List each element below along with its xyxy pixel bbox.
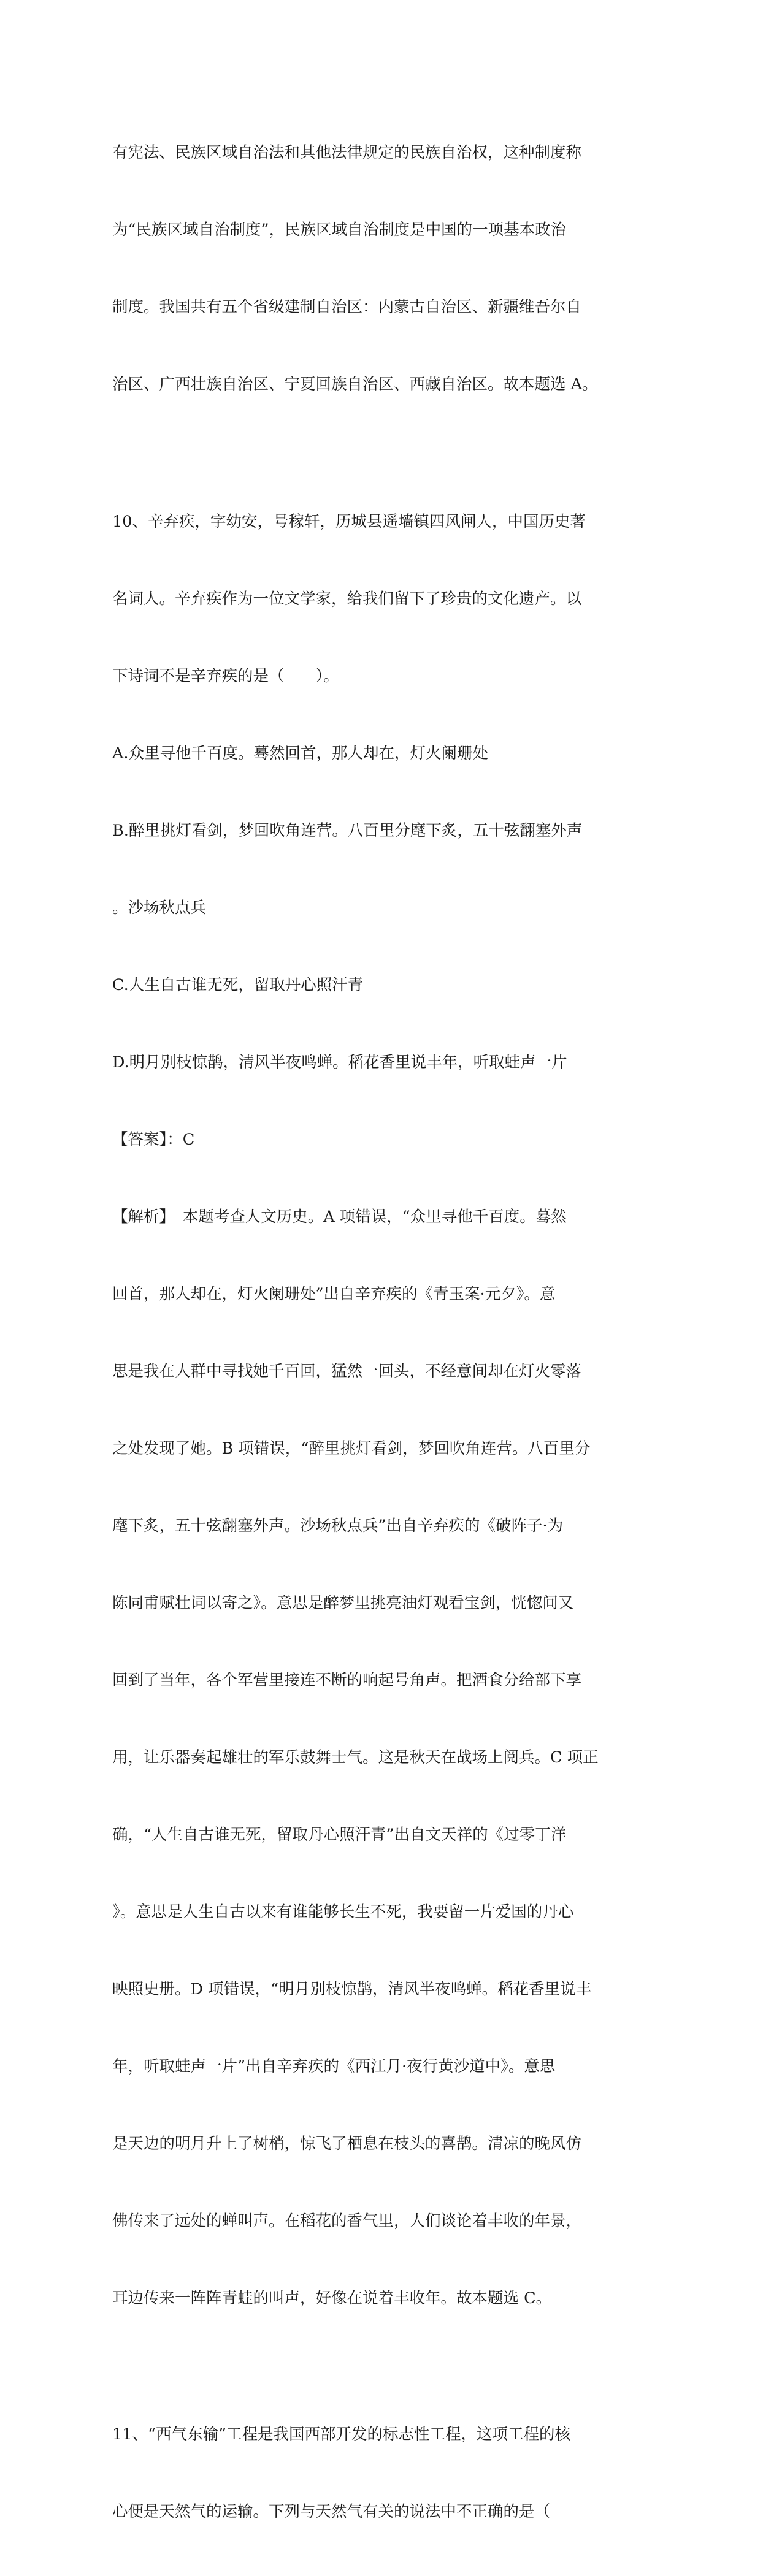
intro-line: 有宪法、民族区域自治法和其他法律规定的民族自治权，这种制度称 (112, 143, 582, 162)
q10-analysis-line: 用，让乐器奏起雄壮的军乐鼓舞士气。这是秋天在战场上阅兵。C 项正 (112, 1748, 599, 1767)
q10-analysis-line: 回首，那人却在，灯火阑珊处”出自辛弃疾的《青玉案·元夕》。意 (112, 1285, 556, 1303)
q10-analysis-line: 之处发现了她。B 项错误，“醉里挑灯看剑，梦回吹角连营。八百里分 (112, 1439, 591, 1458)
document-page (112, 88, 640, 2576)
question-10 (112, 457, 640, 2363)
q10-option-c: C.人生自古谁无死，留取丹心照汗青 (112, 976, 364, 994)
intro-line: 制度。我国共有五个省级建制自治区：内蒙古自治区、新疆维吾尔自 (112, 298, 582, 316)
q11-stem-line: 11、“西气东输”工程是我国西部开发的标志性工程，这项工程的核 (112, 2425, 571, 2444)
q10-option-d: D.明月别枝惊鹊，清风半夜鸣蝉。稻花香里说丰年，听取蛙声一片 (112, 1053, 567, 1072)
question-11 (112, 2370, 640, 2576)
q10-analysis-line: 思是我在人群中寻找她千百回，猛然一回头，不经意间却在灯火零落 (112, 1362, 582, 1381)
q10-stem-line: 名词人。辛弃疾作为一位文学家，给我们留下了珍贵的文化遗产。以 (112, 590, 582, 608)
q10-option-b-cont: 。沙场秋点兵 (112, 899, 207, 917)
q10-stem-line: 10、辛弃疾，字幼安，号稼轩，历城县遥墙镇四风闸人，中国历史著 (112, 513, 586, 531)
q11-stem-line: 心便是天然气的运输。下列与天然气有关的说法中不正确的是（ (112, 2502, 551, 2521)
q10-analysis-line: 耳边传来一阵阵青蛙的叫声，好像在说着丰收年。故本题选 C。 (112, 2289, 552, 2307)
q10-analysis-line: 是天边的明月升上了树梢，惊飞了栖息在枝头的喜鹊。清凉的晚风仿 (112, 2135, 582, 2153)
q10-analysis-line: 回到了当年，各个军营里接连不断的响起号角声。把酒食分给部下享 (112, 1671, 582, 1690)
q10-analysis-line: 【解析】 本题考查人文历史。A 项错误，“众里寻他千百度。蓦然 (112, 1208, 567, 1226)
q10-option-a: A.众里寻他千百度。蓦然回首，那人却在，灯火阑珊处 (112, 744, 489, 763)
q10-analysis-line: 年，听取蛙声一片”出自辛弃疾的《西江月·夜行黄沙道中》。意思 (112, 2057, 556, 2076)
intro-line: 为“民族区域自治制度”，民族区域自治制度是中国的一项基本政治 (112, 221, 567, 239)
q10-option-b: B.醉里挑灯看剑，梦回吹角连营。八百里分麾下炙，五十弦翻塞外声 (112, 821, 583, 840)
q10-answer: 【答案】：C (112, 1130, 195, 1149)
intro-paragraph (112, 88, 640, 449)
q10-analysis-line: 陈同甫赋壮词以寄之》。意思是醉梦里挑亮油灯观看宝剑，恍惚间又 (112, 1594, 574, 1612)
q10-analysis-line: 映照史册。D 项错误，“明月别枝惊鹊，清风半夜鸣蝉。稻花香里说丰 (112, 1980, 592, 1999)
q10-analysis-line: 》。意思是人生自古以来有谁能够长生不死，我要留一片爱国的丹心 (112, 1903, 574, 1921)
q10-analysis-line: 佛传来了远处的蝉叫声。在稻花的香气里，人们谈论着丰收的年景， (112, 2212, 582, 2230)
intro-line: 治区、广西壮族自治区、宁夏回族自治区、西藏自治区。故本题选 A。 (112, 375, 598, 394)
q10-analysis-line: 确，“人生自古谁无死，留取丹心照汗青”出自文天祥的《过零丁洋 (112, 1826, 567, 1844)
q10-stem-line: 下诗词不是辛弃疾的是（ ）。 (112, 667, 339, 685)
q10-analysis-line: 麾下炙，五十弦翻塞外声。沙场秋点兵”出自辛弃疾的《破阵子·为 (112, 1517, 564, 1535)
